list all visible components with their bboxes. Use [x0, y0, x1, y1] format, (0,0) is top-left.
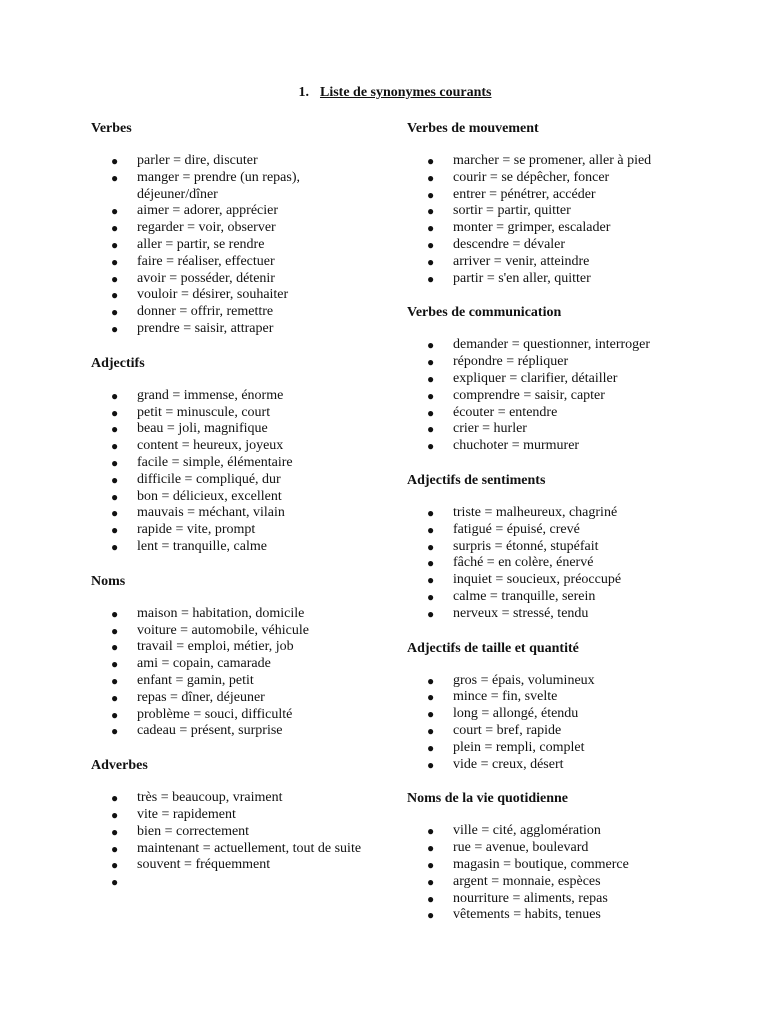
list-item: [407, 689, 707, 706]
list-item-text: maison = habitation, domicile: [137, 605, 305, 621]
bullet-icon: ●: [427, 606, 435, 621]
bullet-icon: ●: [111, 154, 119, 168]
section-noms: [91, 573, 381, 740]
synonym-list: [407, 337, 707, 455]
section-adverbes: [91, 757, 381, 891]
bullet-icon: ●: [427, 707, 435, 722]
bullet-icon: ●: [427, 589, 435, 604]
bullet-icon: ●: [427, 891, 435, 906]
list-item-text: prendre = saisir, attraper: [137, 320, 274, 336]
list-item-text: vite = rapidement: [137, 806, 236, 822]
list-item: [91, 421, 381, 438]
list-item-text: lent = tranquille, calme: [137, 538, 267, 554]
list-item-text: grand = immense, énorme: [137, 387, 284, 403]
list-item-text: partir = s'en aller, quitter: [453, 270, 591, 286]
list-item: [91, 472, 381, 489]
list-item: [91, 287, 381, 304]
bullet-icon: ●: [427, 388, 435, 403]
bullet-icon: ●: [111, 204, 119, 219]
list-item: [91, 304, 381, 321]
list-item: [91, 673, 381, 690]
title-number: 1.: [298, 85, 309, 100]
list-item-text: mauvais = méchant, vilain: [137, 505, 285, 521]
bullet-icon: ●: [111, 690, 119, 705]
list-item-text: souvent = fréquemment: [137, 857, 271, 873]
list-item: [407, 170, 707, 187]
bullet-icon: ●: [427, 170, 435, 185]
section-spacer: [91, 556, 381, 573]
list-item-text: plein = rempli, complet: [453, 739, 585, 755]
bullet-icon: ●: [111, 305, 119, 320]
synonym-list: [91, 153, 381, 338]
list-item-text: courir = se dépêcher, foncer: [453, 169, 610, 185]
bullet-icon: ●: [427, 271, 435, 286]
list-item: [91, 522, 381, 539]
list-item-text: surpris = étonné, stupéfait: [453, 538, 599, 554]
bullet-icon: ●: [111, 523, 119, 538]
section-spacer: [407, 287, 707, 304]
list-item-text: ville = cité, agglomération: [453, 823, 601, 839]
bullet-icon: ●: [111, 388, 119, 403]
bullet-icon: ●: [427, 757, 435, 772]
list-item-text: gros = épais, volumineux: [453, 672, 595, 688]
bullet-icon: ●: [427, 841, 435, 856]
list-item: [91, 656, 381, 673]
list-item: [91, 723, 381, 740]
list-item-text: entrer = pénétrer, accéder: [453, 186, 596, 202]
section-adjectifs-de-sentiments: [407, 472, 707, 623]
section-heading: Adverbes: [91, 758, 148, 774]
list-item-text: petit = minuscule, court: [137, 404, 271, 420]
section-heading: Verbes: [91, 121, 132, 136]
section-spacer: [91, 740, 381, 757]
list-item-text: comprendre = saisir, capter: [453, 387, 605, 403]
list-item-text: inquiet = soucieux, préoccupé: [453, 572, 622, 588]
synonym-list: [91, 790, 381, 891]
list-item: [407, 589, 707, 606]
list-item-text: enfant = gamin, petit: [137, 672, 254, 688]
list-item: [91, 170, 381, 204]
bullet-icon: ●: [427, 422, 435, 437]
section-heading: Verbes de communication: [407, 305, 562, 321]
list-item: [407, 203, 707, 220]
bullet-icon: ●: [111, 472, 119, 487]
list-item-text: rue = avenue, boulevard: [453, 840, 589, 856]
list-item-text: argent = monnaie, espèces: [453, 873, 601, 889]
list-item: [407, 606, 707, 623]
list-item: [407, 874, 707, 891]
section-heading: Noms: [91, 573, 126, 589]
bullet-icon: ●: [427, 187, 435, 202]
title-text: Liste de synonymes courants: [319, 85, 492, 100]
list-item: [407, 187, 707, 204]
section-adjectifs: [91, 355, 381, 556]
list-item-text: avoir = posséder, détenir: [137, 270, 275, 286]
list-item-text: difficile = compliqué, dur: [137, 471, 281, 487]
section-spacer: [91, 338, 381, 355]
list-item: [407, 237, 707, 254]
bullet-icon: ●: [427, 874, 435, 889]
list-item-text: long = allongé, étendu: [453, 706, 579, 722]
list-item: [407, 522, 707, 539]
bullet-icon: ●: [111, 791, 119, 806]
list-item-text: marcher = se promener, aller à pied: [453, 153, 652, 168]
bullet-icon: ●: [427, 690, 435, 705]
bullet-icon: ●: [111, 539, 119, 554]
section-adjectifs-de-taille-et-quantite: [407, 640, 707, 774]
bullet-icon: ●: [427, 573, 435, 588]
bullet-icon: ●: [427, 338, 435, 353]
bullet-icon: ●: [111, 506, 119, 521]
section-spacer: [407, 773, 707, 790]
bullet-icon: ●: [111, 221, 119, 236]
list-item: [407, 337, 707, 354]
bullet-icon: ●: [427, 908, 435, 923]
bullet-icon: ●: [111, 606, 119, 621]
list-item-text: arriver = venir, atteindre: [453, 253, 590, 269]
list-item-text: voiture = automobile, véhicule: [137, 622, 309, 638]
bullet-icon: ●: [427, 355, 435, 370]
bullet-icon: ●: [427, 237, 435, 252]
section-verbes: [91, 120, 381, 338]
bullet-icon: ●: [427, 505, 435, 520]
list-item: [407, 555, 707, 572]
bullet-icon: ●: [427, 522, 435, 537]
list-item: [91, 237, 381, 254]
synonym-list: [407, 153, 707, 287]
list-item-text: donner = offrir, remettre: [137, 304, 274, 320]
list-item: [407, 220, 707, 237]
bullet-icon: ●: [427, 221, 435, 236]
list-item: [91, 690, 381, 707]
bullet-icon: ●: [427, 405, 435, 420]
bullet-icon: ●: [111, 405, 119, 420]
list-item: [407, 405, 707, 422]
bullet-icon: ●: [111, 824, 119, 839]
list-item: [91, 254, 381, 271]
list-item: [407, 757, 707, 774]
list-item-text: bon = délicieux, excellent: [137, 488, 282, 504]
section-spacer: [407, 623, 707, 640]
bullet-icon: ●: [427, 740, 435, 755]
bullet-icon: ●: [427, 439, 435, 454]
list-item: [407, 388, 707, 405]
list-item: [91, 841, 381, 858]
list-item-text: aimer = adorer, apprécier: [137, 203, 279, 219]
bullet-icon: ●: [111, 858, 119, 873]
section-heading: Adjectifs: [91, 355, 145, 371]
bullet-icon: ●: [427, 539, 435, 554]
section-verbes-de-communication: [407, 304, 707, 455]
bullet-icon: ●: [111, 807, 119, 822]
bullet-icon: ●: [111, 623, 119, 638]
list-item-text: parler = dire, discuter: [137, 153, 258, 168]
synonym-list: [407, 505, 707, 623]
list-item: [407, 840, 707, 857]
list-item-text: problème = souci, difficulté: [137, 706, 293, 722]
bullet-icon: ●: [111, 321, 119, 336]
list-item: [407, 907, 707, 924]
list-item: [91, 539, 381, 556]
list-item-text: très = beaucoup, vraiment: [137, 790, 283, 806]
list-item: [91, 707, 381, 724]
list-item-text: vouloir = désirer, souhaiter: [137, 287, 289, 303]
list-item: [91, 405, 381, 422]
list-item-text: fâché = en colère, énervé: [453, 555, 594, 571]
synonym-list: [407, 823, 707, 924]
section-verbes-de-mouvement: [407, 120, 707, 287]
bullet-icon: ●: [427, 154, 435, 168]
bullet-icon: ●: [111, 254, 119, 269]
page-title: [0, 85, 768, 101]
list-item-text: repas = dîner, déjeuner: [137, 689, 265, 705]
bullet-icon: ●: [427, 673, 435, 688]
list-item-text: nourriture = aliments, repas: [453, 890, 608, 906]
bullet-icon: ●: [111, 875, 119, 890]
list-item-text: aller = partir, se rendre: [137, 236, 265, 252]
list-item: [407, 153, 707, 170]
list-item: [407, 505, 707, 522]
list-item: [407, 823, 707, 840]
left-column: [91, 120, 381, 891]
bullet-icon: ●: [427, 204, 435, 219]
list-item-text: magasin = boutique, commerce: [453, 856, 629, 872]
list-item: [407, 673, 707, 690]
list-item-text: sortir = partir, quitter: [453, 203, 571, 219]
list-item: [91, 438, 381, 455]
section-heading: Verbes de mouvement: [407, 121, 539, 136]
bullet-icon: ●: [111, 237, 119, 252]
list-item-text: mince = fin, svelte: [453, 689, 558, 705]
list-item-text: descendre = dévaler: [453, 236, 566, 252]
bullet-icon: ●: [111, 422, 119, 437]
list-item: [407, 438, 707, 455]
list-item-text: travail = emploi, métier, job: [137, 639, 294, 655]
list-item: [407, 891, 707, 908]
list-item-text: beau = joli, magnifique: [137, 421, 268, 437]
list-item-text: court = bref, rapide: [453, 722, 562, 738]
bullet-icon: ●: [111, 841, 119, 856]
list-item: [407, 740, 707, 757]
bullet-icon: ●: [427, 857, 435, 872]
bullet-icon: ●: [427, 723, 435, 738]
list-item: [91, 505, 381, 522]
list-item-text: crier = hurler: [453, 421, 527, 437]
list-item: [407, 371, 707, 388]
list-item-text: fatigué = épuisé, crevé: [453, 521, 580, 537]
bullet-icon: ●: [427, 371, 435, 386]
list-item-text: bien = correctement: [137, 823, 250, 839]
list-item-text: demander = questionner, interroger: [453, 337, 651, 353]
bullet-icon: ●: [111, 439, 119, 454]
list-item-text: content = heureux, joyeux: [137, 438, 284, 454]
list-item: [91, 874, 381, 891]
bullet-icon: ●: [111, 724, 119, 739]
section-heading: Adjectifs de sentiments: [407, 472, 546, 488]
list-item-text: ami = copain, camarade: [137, 656, 271, 672]
synonym-list: [91, 606, 381, 740]
bullet-icon: ●: [111, 640, 119, 655]
list-item-text: regarder = voir, observer: [137, 220, 276, 236]
list-item: [91, 220, 381, 237]
list-item-text: calme = tranquille, serein: [453, 588, 596, 604]
list-item: [91, 153, 381, 170]
list-item-text: nerveux = stressé, tendu: [453, 605, 589, 621]
list-item: [91, 388, 381, 405]
bullet-icon: ●: [111, 288, 119, 303]
list-item-text: cadeau = présent, surprise: [137, 723, 283, 739]
bullet-icon: ●: [111, 271, 119, 286]
list-item: [407, 706, 707, 723]
list-item-text: vêtements = habits, tenues: [453, 907, 601, 923]
list-item: [407, 354, 707, 371]
synonym-list: [407, 673, 707, 774]
list-item: [407, 421, 707, 438]
list-item: [407, 254, 707, 271]
list-item: [91, 623, 381, 640]
list-item: [407, 539, 707, 556]
list-item: [91, 489, 381, 506]
bullet-icon: ●: [427, 254, 435, 269]
list-item-text: chuchoter = murmurer: [453, 438, 580, 454]
list-item-text: rapide = vite, prompt: [137, 522, 256, 538]
list-item: [91, 271, 381, 288]
bullet-icon: ●: [111, 170, 119, 185]
list-item-text: triste = malheureux, chagriné: [453, 504, 618, 520]
list-item: [91, 455, 381, 472]
bullet-icon: ●: [427, 824, 435, 839]
section-spacer: [407, 455, 707, 472]
list-item: [91, 807, 381, 824]
list-item: [91, 790, 381, 807]
list-item: [407, 271, 707, 288]
list-item-text: facile = simple, élémentaire: [137, 454, 293, 470]
synonym-list: [91, 388, 381, 556]
section-heading: Adjectifs de taille et quantité: [407, 640, 579, 656]
bullet-icon: ●: [111, 489, 119, 504]
list-item: [407, 857, 707, 874]
list-item: [91, 203, 381, 220]
bullet-icon: ●: [111, 455, 119, 470]
list-item: [407, 723, 707, 740]
list-item-text: monter = grimper, escalader: [453, 220, 611, 236]
bullet-icon: ●: [111, 657, 119, 672]
list-item-text: expliquer = clarifier, détailler: [453, 370, 618, 386]
list-item: [91, 824, 381, 841]
list-item: [407, 572, 707, 589]
list-item: [91, 857, 381, 874]
list-item-text: écouter = entendre: [453, 404, 558, 420]
list-item: [91, 639, 381, 656]
section-noms-de-la-vie-quotidienne: [407, 790, 707, 924]
bullet-icon: ●: [111, 673, 119, 688]
bullet-icon: ●: [427, 556, 435, 571]
list-item-text: répondre = répliquer: [453, 354, 569, 370]
list-item-text: manger = prendre (un repas), déjeuner/dîner: [137, 169, 300, 202]
list-item: [91, 606, 381, 623]
right-column: [407, 120, 707, 924]
section-heading: Noms de la vie quotidienne: [407, 791, 569, 807]
list-item: [91, 321, 381, 338]
list-item-text: vide = creux, désert: [453, 756, 564, 772]
bullet-icon: ●: [111, 707, 119, 722]
list-item-text: maintenant = actuellement, tout de suite: [137, 840, 362, 856]
list-item-text: faire = réaliser, effectuer: [137, 253, 275, 269]
